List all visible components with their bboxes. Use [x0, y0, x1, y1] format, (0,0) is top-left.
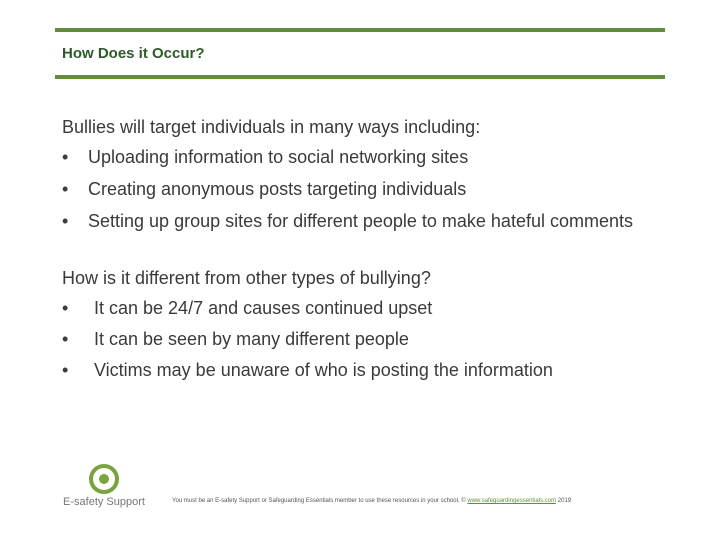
list-item	[62, 144, 672, 170]
footer-year: 2019	[557, 498, 572, 504]
bullet-icon: •	[62, 147, 69, 167]
list-item-text: Creating anonymous posts targeting individuals	[88, 179, 467, 199]
footer-note	[172, 498, 672, 504]
list-item-text: It can be 24/7 and causes continued upset	[94, 298, 433, 318]
bullet-icon: •	[62, 298, 69, 318]
bullet-icon: •	[62, 329, 69, 349]
bullet-icon: •	[62, 211, 69, 231]
list-item	[62, 208, 672, 234]
list-item	[62, 295, 672, 321]
list-item	[62, 176, 672, 202]
section1-heading: Bullies will target individuals in many ways including:	[62, 117, 481, 137]
bullet-icon: •	[62, 360, 69, 380]
bullet-icon: •	[62, 179, 69, 199]
footer-link[interactable]: www.safeguardingessentials.com	[467, 498, 557, 504]
list-item-text: Uploading information to social networking sites	[88, 147, 469, 167]
slide-content	[62, 116, 672, 383]
list-item	[62, 326, 672, 352]
section1-list	[62, 144, 672, 234]
list-item-text: It can be seen by many different people	[94, 329, 409, 349]
header-bottom-rule	[55, 75, 665, 79]
logo-text: E-safety Support	[63, 496, 145, 508]
section2-heading: How is it different from other types of bullying?	[62, 268, 431, 288]
section2-list	[62, 295, 672, 383]
green-ring-logo-icon	[89, 464, 119, 494]
header-top-rule	[55, 28, 665, 32]
list-item-text: Victims may be unaware of who is posting the information	[94, 360, 553, 380]
list-item-text: Setting up group sites for different people to make hateful comments	[88, 211, 633, 231]
esafety-support-logo	[58, 464, 150, 514]
footer-note-text: You must be an E-safety Support or Safeguarding Essentials member to use these resources in your school. ©	[172, 498, 466, 504]
list-item	[62, 357, 672, 383]
slide-title: How Does it Occur?	[62, 45, 205, 62]
